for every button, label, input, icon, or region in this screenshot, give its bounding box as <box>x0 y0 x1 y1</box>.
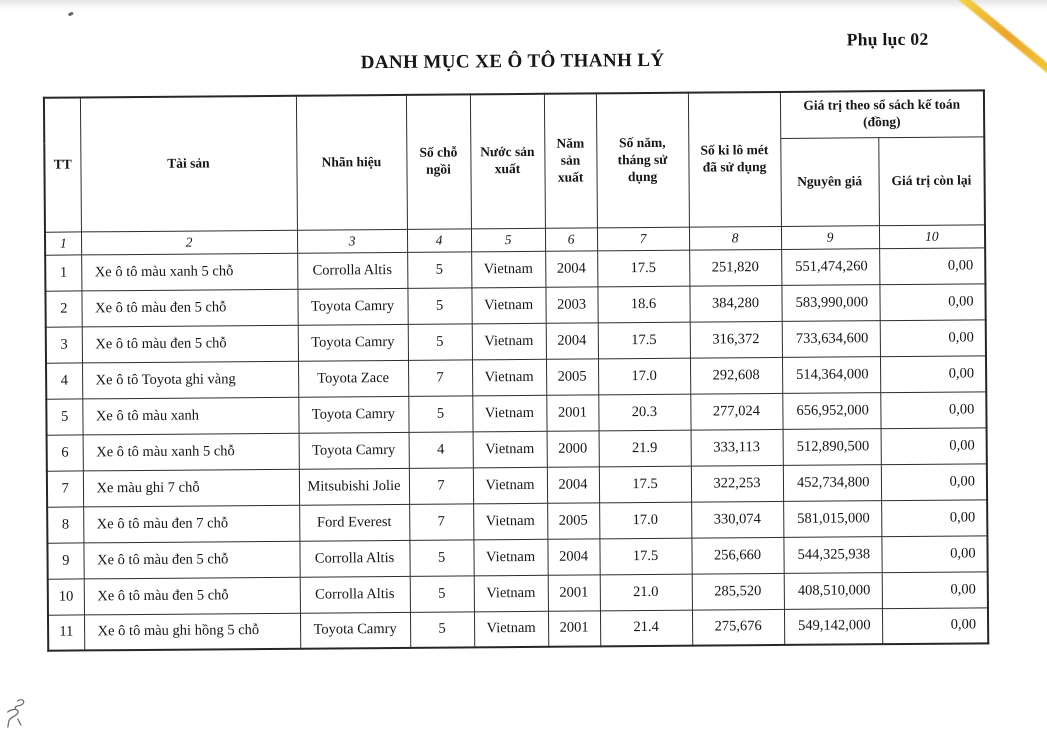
cell-year: 2005 <box>546 358 598 394</box>
cell-asset: Xe ô tô màu ghi hồng 5 chỗ <box>84 613 300 651</box>
cell-remaining_value: 0,00 <box>881 463 987 500</box>
cell-country: Vietnam <box>472 395 546 432</box>
column-number-years_used: 7 <box>597 227 689 251</box>
cell-year: 2004 <box>546 322 598 358</box>
cell-asset: Xe ô tô màu đen 5 chỗ <box>81 289 297 327</box>
cell-seats: 5 <box>407 287 471 324</box>
table-row <box>48 607 988 650</box>
header-tt: TT <box>44 97 81 231</box>
cell-years_used: 21.4 <box>600 610 692 647</box>
cell-tt: 6 <box>47 434 83 470</box>
cell-country: Vietnam <box>474 611 548 648</box>
cell-brand: Corrolla Altis <box>300 576 410 613</box>
cell-asset: Xe ô tô màu đen 5 chỗ <box>84 577 300 615</box>
cell-km_used: 275,676 <box>692 609 784 646</box>
cell-years_used: 17.0 <box>599 502 691 539</box>
header-original-price: Nguyên giá <box>780 137 879 226</box>
header-seats: Số chỗ ngồi <box>406 94 471 228</box>
cell-country: Vietnam <box>473 431 547 468</box>
cell-brand: Toyota Camry <box>298 324 408 361</box>
cell-tt: 10 <box>48 578 84 614</box>
cell-original_price: 544,325,938 <box>783 536 881 573</box>
cell-tt: 1 <box>45 254 81 290</box>
cell-original_price: 452,734,800 <box>783 464 881 501</box>
cell-remaining_value: 0,00 <box>881 499 987 536</box>
cell-years_used: 21.9 <box>599 430 691 467</box>
cell-tt: 5 <box>46 398 82 434</box>
header-km-used: Số ki lô mét đã sử dụng <box>688 92 781 227</box>
cell-km_used: 330,074 <box>691 501 783 538</box>
cell-seats: 7 <box>409 503 473 540</box>
cell-seats: 5 <box>408 395 472 432</box>
cell-km_used: 292,608 <box>690 357 782 394</box>
column-number-remaining_value: 10 <box>879 224 985 248</box>
header-row <box>44 90 984 143</box>
cell-year: 2004 <box>545 250 597 286</box>
cell-seats: 5 <box>410 611 474 648</box>
cell-remaining_value: 0,00 <box>881 427 987 464</box>
cell-original_price: 583,990,000 <box>781 284 879 321</box>
cell-asset: Xe ô tô màu xanh <box>82 397 298 435</box>
cell-km_used: 251,820 <box>689 249 781 286</box>
cell-seats: 7 <box>408 359 472 396</box>
cell-asset: Xe ô tô màu xanh 5 chỗ <box>83 433 299 471</box>
cell-original_price: 514,364,000 <box>782 356 880 393</box>
cell-original_price: 549,142,000 <box>784 608 882 645</box>
scan-speck <box>68 12 74 17</box>
cell-country: Vietnam <box>473 467 547 504</box>
cell-asset: Xe ô tô màu đen 5 chỗ <box>83 541 299 579</box>
cell-year: 2001 <box>546 394 598 430</box>
cell-year: 2005 <box>547 502 599 538</box>
cell-remaining_value: 0,00 <box>882 607 988 644</box>
cell-years_used: 17.0 <box>598 358 690 395</box>
cell-years_used: 21.0 <box>600 574 692 611</box>
column-number-tt: 1 <box>45 231 81 254</box>
cell-remaining_value: 0,00 <box>880 355 986 392</box>
cell-brand: Corrolla Altis <box>299 540 409 577</box>
cell-asset: Xe ô tô Toyota ghi vàng <box>82 361 298 399</box>
cell-tt: 4 <box>46 362 82 398</box>
cell-remaining_value: 0,00 <box>879 247 985 284</box>
cell-km_used: 322,253 <box>691 465 783 502</box>
cell-brand: Toyota Camry <box>300 612 410 649</box>
header-years-used: Số năm, tháng sử dụng <box>596 93 689 228</box>
cell-country: Vietnam <box>472 359 546 396</box>
cell-asset: Xe ô tô màu đen 7 chỗ <box>83 505 299 543</box>
liquidated-vehicles-table <box>43 89 989 651</box>
cell-seats: 5 <box>409 539 473 576</box>
cell-years_used: 20.3 <box>598 394 690 431</box>
cell-tt: 8 <box>47 506 83 542</box>
column-number-seats: 4 <box>407 228 471 252</box>
cell-km_used: 256,660 <box>691 537 783 574</box>
cell-remaining_value: 0,00 <box>880 391 986 428</box>
cell-years_used: 18.6 <box>597 286 689 323</box>
appendix-label: Phụ lục 02 <box>846 28 929 50</box>
cell-original_price: 408,510,000 <box>784 572 882 609</box>
header-book-value-group: Giá trị theo sổ sách kế toán (đồng) <box>780 90 984 138</box>
cell-year: 2003 <box>545 286 597 322</box>
cell-year: 2004 <box>547 466 599 502</box>
cell-brand: Toyota Camry <box>298 396 408 433</box>
cell-km_used: 277,024 <box>690 393 782 430</box>
handwritten-scribble <box>5 698 33 729</box>
header-country: Nước sản xuất <box>470 94 545 229</box>
cell-km_used: 316,372 <box>690 321 782 358</box>
cell-original_price: 733,634,600 <box>782 320 880 357</box>
cell-country: Vietnam <box>471 251 545 288</box>
cell-country: Vietnam <box>471 287 545 324</box>
cell-seats: 5 <box>410 575 474 612</box>
header-remaining-value: Giá trị còn lại <box>878 136 985 225</box>
column-number-original_price: 9 <box>781 225 879 249</box>
cell-remaining_value: 0,00 <box>880 319 986 356</box>
cell-seats: 4 <box>409 431 473 468</box>
cell-years_used: 17.5 <box>597 250 689 287</box>
cell-remaining_value: 0,00 <box>879 283 985 320</box>
cell-brand: Mitsubishi Jolie <box>299 468 409 505</box>
page-title: DANH MỤC XE Ô TÔ THANH LÝ <box>360 49 665 74</box>
cell-years_used: 17.5 <box>599 466 691 503</box>
cell-country: Vietnam <box>473 539 547 576</box>
cell-tt: 3 <box>46 326 82 362</box>
cell-years_used: 17.5 <box>599 538 691 575</box>
cell-year: 2004 <box>547 538 599 574</box>
column-number-asset: 2 <box>81 230 297 255</box>
cell-km_used: 333,113 <box>691 429 783 466</box>
column-number-country: 5 <box>471 228 545 252</box>
cell-km_used: 384,280 <box>689 285 781 322</box>
cell-original_price: 551,474,260 <box>781 248 879 285</box>
cell-year: 2001 <box>548 574 600 610</box>
column-number-km_used: 8 <box>689 226 781 250</box>
cell-original_price: 656,952,000 <box>782 392 880 429</box>
cell-remaining_value: 0,00 <box>881 535 987 572</box>
cell-asset: Xe ô tô màu đen 5 chỗ <box>82 325 298 363</box>
cell-km_used: 285,520 <box>692 573 784 610</box>
cell-country: Vietnam <box>472 323 546 360</box>
cell-seats: 5 <box>408 323 472 360</box>
cell-brand: Toyota Zace <box>298 360 408 397</box>
cell-tt: 2 <box>45 290 81 326</box>
header-brand: Nhãn hiệu <box>296 95 407 230</box>
cell-original_price: 512,890,500 <box>783 428 881 465</box>
cell-country: Vietnam <box>473 503 547 540</box>
cell-remaining_value: 0,00 <box>882 571 988 608</box>
cell-seats: 5 <box>407 251 471 288</box>
column-number-year: 6 <box>545 227 597 250</box>
header-asset: Tài sản <box>80 96 297 232</box>
cell-tt: 7 <box>47 470 83 506</box>
table-body <box>45 247 988 650</box>
cell-brand: Corrolla Altis <box>297 252 407 289</box>
header-year: Năm sản xuất <box>544 93 597 227</box>
cell-asset: Xe màu ghi 7 chỗ <box>83 469 299 507</box>
cell-original_price: 581,015,000 <box>783 500 881 537</box>
cell-brand: Toyota Camry <box>297 288 407 325</box>
cell-tt: 9 <box>47 542 83 578</box>
column-number-brand: 3 <box>297 229 407 253</box>
cell-brand: Toyota Camry <box>299 432 409 469</box>
cell-tt: 11 <box>48 614 84 650</box>
cell-year: 2000 <box>547 430 599 466</box>
cell-seats: 7 <box>409 467 473 504</box>
cell-brand: Ford Everest <box>299 504 409 541</box>
cell-country: Vietnam <box>474 575 548 612</box>
cell-year: 2001 <box>548 610 600 646</box>
cell-years_used: 17.5 <box>598 322 690 359</box>
cell-asset: Xe ô tô màu xanh 5 chỗ <box>81 253 297 291</box>
